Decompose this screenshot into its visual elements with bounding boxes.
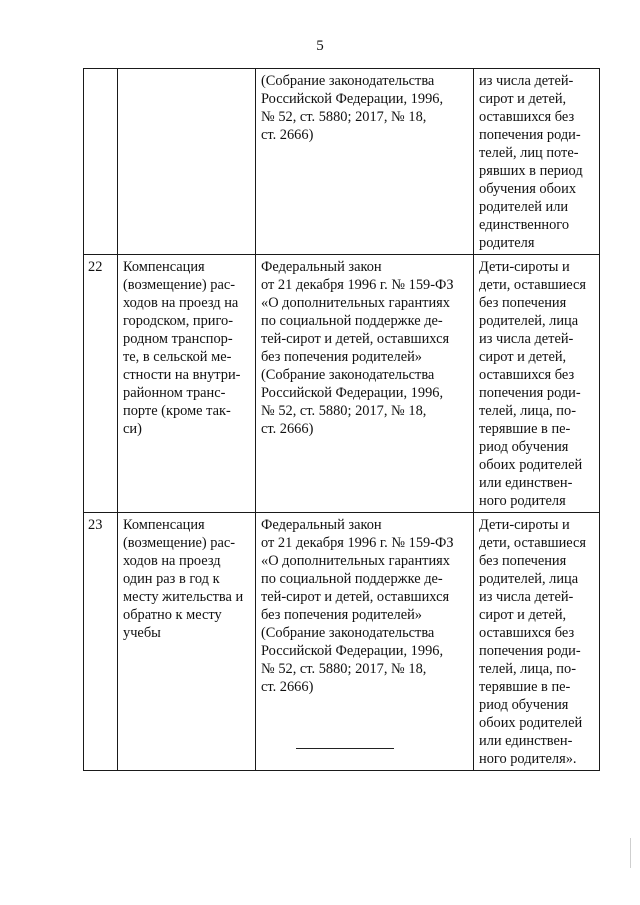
recipients-cell: Дети-сироты и дети, оставшиеся без попечения родителей, лица из числа детей- сирот и детей, оставшихся без попечения роди- телей, лица, по- терявшие в пе- риод обучения обоих родителей или единствен- ного родителя». (474, 513, 600, 771)
table-row (84, 513, 600, 771)
legal-basis-cell: Федеральный закон от 21 декабря 1996 г. № 159-ФЗ «О дополнительных гарантиях по социальной поддержке де- тей-сирот и детей, оставшихся без попечения родителей» (Собрание законодательства Российской Федерации, 1996, № 52, ст. 5880; 2017, № 18, ст. 2666) (256, 513, 474, 771)
benefit-name-cell: Компенсация (возмещение) рас- ходов на проезд на городском, приго- родном транспор- те, в сельской ме- стности на внутри- районном транс- порте (кроме так- си) (118, 255, 256, 513)
benefits-table (83, 68, 600, 771)
recipients-cell: из числа детей- сирот и детей, оставшихся без попечения роди- телей, лиц поте- рявших в период обучения обоих родителей или единственного родителя (474, 69, 600, 255)
legal-basis-cell: Федеральный закон от 21 декабря 1996 г. № 159-ФЗ «О дополнительных гарантиях по социальной поддержке де- тей-сирот и детей, оставшихся без попечения родителей» (Собрание законодательства Российской Федерации, 1996, № 52, ст. 5880; 2017, № 18, ст. 2666) (256, 255, 474, 513)
table-row (84, 255, 600, 513)
table-row (84, 69, 600, 255)
scan-edge-mark (630, 838, 631, 868)
row-number-cell: 22 (84, 255, 118, 513)
closing-divider-line (296, 748, 394, 749)
benefit-name-cell: Компенсация (возмещение) рас- ходов на проезд один раз в год к месту жительства и обратно к месту учебы (118, 513, 256, 771)
page-number: 5 (316, 38, 324, 54)
recipients-cell: Дети-сироты и дети, оставшиеся без попечения родителей, лица из числа детей- сирот и детей, оставшихся без попечения роди- телей, лица, по- терявшие в пе- риод обучения обоих родителей или единствен- ного родителя (474, 255, 600, 513)
row-number-cell: 23 (84, 513, 118, 771)
legal-basis-cell: (Собрание законодательства Российской Федерации, 1996, № 52, ст. 5880; 2017, № 18, ст. 2666) (256, 69, 474, 255)
benefit-name-cell (118, 69, 256, 255)
row-number-cell (84, 69, 118, 255)
